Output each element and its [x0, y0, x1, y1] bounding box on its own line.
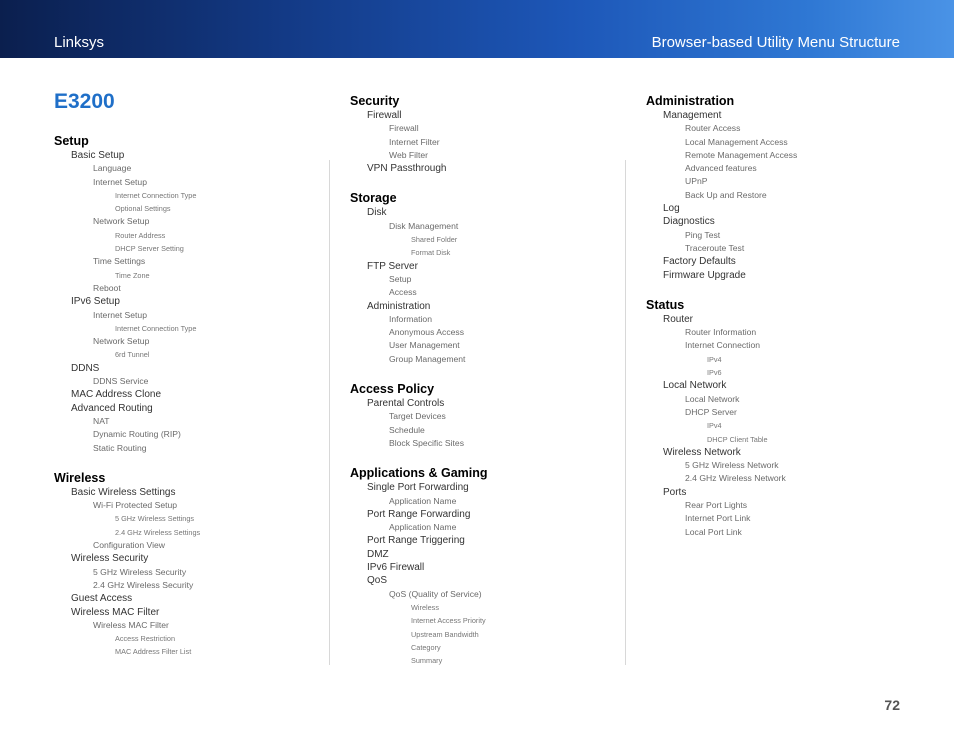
menu-section: [54, 471, 200, 659]
menu-item-level-1: DMZ: [367, 548, 389, 560]
menu-item-level-3: 5 GHz Wireless Settings: [115, 514, 195, 524]
menu-item-level-1: Basic Setup: [71, 150, 125, 161]
menu-item-level-1: DDNS: [71, 362, 100, 374]
menu-item-level-3: IPv4: [707, 354, 722, 364]
menu-item-level-1: Basic Wireless Settings: [71, 486, 176, 498]
menu-item-level-3: 6rd Tunnel: [115, 350, 150, 360]
menu-item-level-2: Reboot: [93, 282, 121, 293]
section-heading: Status: [646, 297, 685, 312]
menu-item-level-2: Router Information: [685, 327, 757, 338]
menu-item-level-3: IPv4: [707, 421, 722, 431]
page-number: 72: [884, 697, 900, 713]
menu-item-level-2: Router Access: [685, 123, 741, 134]
menu-item-level-2: Internet Connection: [685, 340, 761, 351]
menu-section: [54, 134, 200, 455]
section-heading: Wireless: [54, 470, 106, 485]
menu-item-level-2: Remote Management Access: [685, 149, 798, 160]
menu-item-level-2: Network Setup: [93, 336, 150, 347]
menu-item-level-2: Local Network: [685, 393, 740, 404]
menu-item-level-1: Firmware Upgrade: [663, 269, 746, 281]
menu-section: [646, 94, 797, 282]
menu-item-level-1: Wireless Network: [663, 446, 741, 458]
menu-item-level-1: Parental Controls: [367, 398, 445, 410]
menu-item-level-1: IPv6 Firewall: [367, 562, 425, 574]
menu-item-level-2: UPnP: [685, 176, 708, 187]
menu-item-level-2: Block Specific Sites: [389, 437, 464, 448]
menu-item-level-1: MAC Address Clone: [71, 389, 162, 401]
menu-item-level-2: Schedule: [389, 424, 425, 435]
page-header: [0, 0, 954, 58]
menu-item-level-2: 2.4 GHz Wireless Security: [93, 579, 194, 590]
menu-item-level-1: Disk: [367, 207, 387, 219]
menu-item-level-2: DHCP Server: [685, 406, 737, 417]
menu-column-1: [54, 94, 200, 675]
section-heading: Security: [350, 94, 400, 108]
column-divider: [329, 160, 330, 665]
menu-item-level-3: Wireless: [411, 602, 439, 612]
menu-item-level-2: Application Name: [389, 495, 457, 506]
column-divider: [625, 160, 626, 665]
menu-item-level-2: Wireless MAC Filter: [93, 619, 169, 630]
menu-item-level-2: Application Name: [389, 522, 457, 533]
menu-item-level-1: Single Port Forwarding: [367, 482, 469, 494]
menu-item-level-3: Summary: [411, 656, 443, 666]
menu-item-level-2: Web Filter: [389, 149, 428, 160]
menu-item-level-1: Wireless Security: [71, 553, 149, 565]
menu-item-level-1: Factory Defaults: [663, 256, 736, 268]
menu-section: [350, 191, 488, 366]
menu-item-level-1: Management: [663, 110, 722, 121]
menu-column-3: [646, 94, 797, 555]
menu-section: [646, 298, 797, 539]
menu-item-level-3: Router Address: [115, 230, 166, 240]
menu-item-level-1: Administration: [367, 300, 431, 312]
menu-item-level-3: Internet Access Priority: [411, 616, 486, 626]
menu-item-level-1: Diagnostics: [663, 216, 715, 228]
menu-item-level-3: Internet Connection Type: [115, 323, 197, 333]
brand-name: Linksys: [54, 34, 105, 51]
menu-item-level-2: Anonymous Access: [389, 327, 464, 338]
menu-item-level-2: Information: [389, 313, 432, 324]
menu-item-level-1: Firewall: [367, 110, 402, 121]
menu-item-level-2: Local Port Link: [685, 526, 742, 537]
menu-item-level-2: Ping Test: [685, 229, 721, 240]
menu-section: [350, 466, 488, 667]
menu-item-level-2: Internet Setup: [93, 176, 147, 187]
menu-item-level-3: DHCP Server Setting: [115, 244, 184, 254]
menu-item-level-2: QoS (Quality of Service): [389, 588, 482, 599]
menu-item-level-1: VPN Passthrough: [367, 163, 447, 175]
section-heading: Administration: [646, 94, 735, 108]
menu-item-level-2: Internet Filter: [389, 136, 440, 147]
menu-item-level-2: Setup: [389, 273, 412, 284]
menu-item-level-1: IPv6 Setup: [71, 296, 120, 308]
model-title: E3200: [54, 90, 115, 113]
menu-item-level-3: Optional Settings: [115, 204, 171, 214]
menu-item-level-2: Group Management: [389, 353, 466, 364]
section-heading: Access Policy: [350, 382, 435, 397]
menu-item-level-2: Configuration View: [93, 540, 165, 551]
menu-item-level-2: Traceroute Test: [685, 242, 745, 253]
menu-item-level-2: Language: [93, 163, 132, 174]
menu-item-level-1: Router: [663, 313, 694, 325]
menu-item-level-1: Ports: [663, 486, 687, 498]
menu-item-level-2: Firewall: [389, 123, 419, 134]
section-heading: Setup: [54, 134, 89, 148]
menu-item-level-3: Internet Connection Type: [115, 190, 197, 200]
menu-item-level-2: Back Up and Restore: [685, 189, 767, 200]
menu-item-level-2: Internet Port Link: [685, 513, 751, 524]
menu-item-level-2: NAT: [93, 415, 110, 426]
menu-item-level-2: 5 GHz Wireless Security: [93, 566, 187, 577]
menu-item-level-2: Internet Setup: [93, 309, 147, 320]
menu-section: [350, 382, 488, 450]
menu-item-level-2: Network Setup: [93, 216, 150, 227]
menu-item-level-1: Log: [663, 203, 680, 215]
menu-item-level-3: 2.4 GHz Wireless Settings: [115, 527, 201, 537]
menu-column-2: [350, 94, 488, 683]
menu-item-level-2: Disk Management: [389, 220, 459, 231]
menu-item-level-3: Format Disk: [411, 248, 451, 258]
menu-item-level-2: DDNS Service: [93, 376, 149, 387]
menu-item-level-1: Port Range Forwarding: [367, 508, 471, 520]
menu-item-level-2: Time Settings: [93, 256, 146, 267]
menu-item-level-1: Guest Access: [71, 593, 133, 605]
section-heading: Applications & Gaming: [350, 466, 488, 481]
menu-item-level-2: Local Management Access: [685, 136, 788, 147]
menu-item-level-2: 2.4 GHz Wireless Network: [685, 473, 786, 484]
menu-item-level-2: 5 GHz Wireless Network: [685, 460, 779, 471]
menu-item-level-3: Category: [411, 642, 441, 652]
menu-item-level-2: Wi-Fi Protected Setup: [93, 500, 178, 511]
menu-item-level-2: Static Routing: [93, 442, 147, 453]
menu-item-level-3: Shared Folder: [411, 235, 458, 245]
menu-item-level-3: Access Restriction: [115, 634, 176, 644]
menu-item-level-2: Dynamic Routing (RIP): [93, 429, 181, 440]
menu-item-level-2: Advanced features: [685, 163, 757, 174]
menu-item-level-1: Wireless MAC Filter: [71, 606, 160, 618]
menu-item-level-3: Upstream Bandwidth: [411, 629, 479, 639]
menu-item-level-1: Local Network: [663, 380, 727, 392]
menu-section: [350, 94, 488, 175]
menu-item-level-1: FTP Server: [367, 260, 418, 272]
menu-item-level-3: IPv6: [707, 368, 722, 378]
menu-item-level-2: User Management: [389, 340, 460, 351]
menu-item-level-3: MAC Address Filter List: [115, 647, 192, 657]
menu-item-level-2: Access: [389, 287, 417, 298]
menu-item-level-3: Time Zone: [115, 270, 150, 280]
menu-item-level-1: QoS: [367, 575, 388, 587]
section-heading: Storage: [350, 191, 397, 206]
menu-item-level-1: Port Range Triggering: [367, 535, 465, 547]
menu-item-level-3: DHCP Client Table: [707, 434, 768, 444]
menu-item-level-2: Target Devices: [389, 411, 446, 422]
menu-item-level-1: Advanced Routing: [71, 402, 153, 414]
section-title: Browser-based Utility Menu Structure: [651, 34, 900, 51]
menu-item-level-2: Rear Port Lights: [685, 500, 748, 511]
